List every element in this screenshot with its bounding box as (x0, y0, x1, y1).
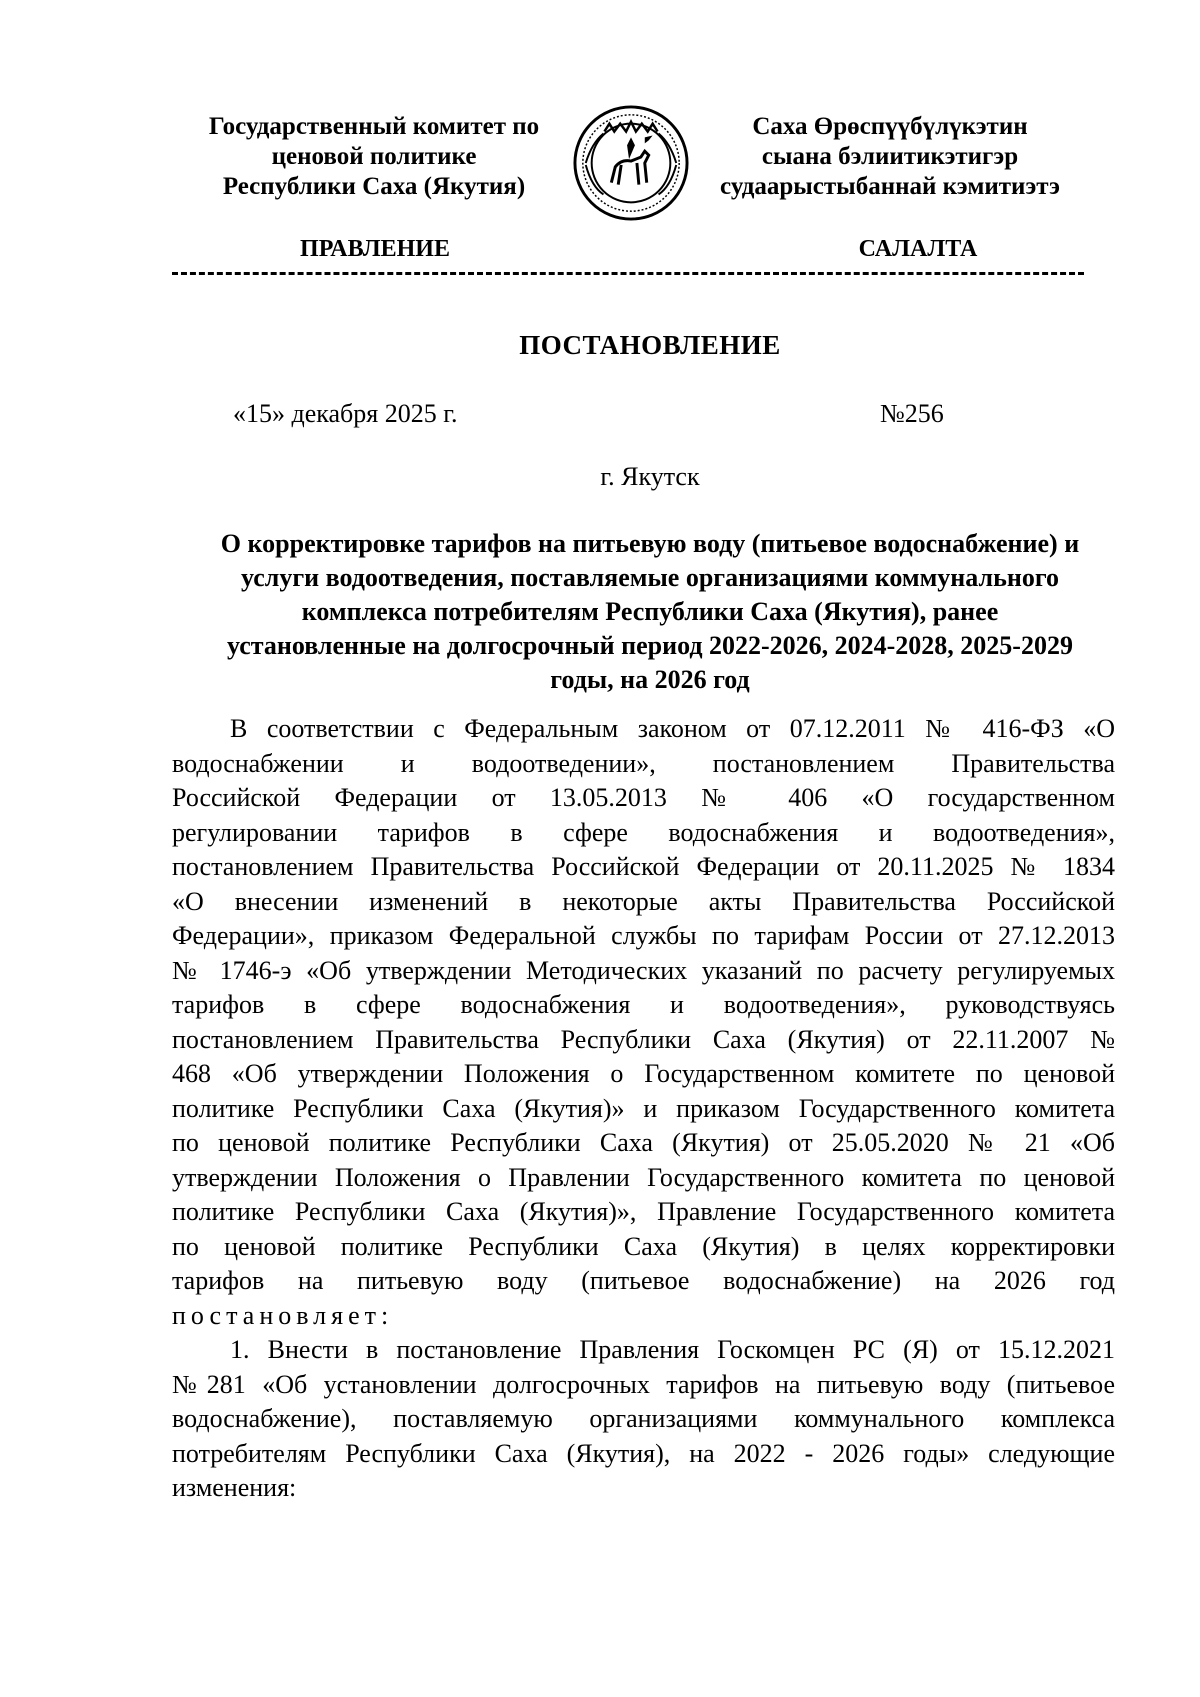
body-line: Российской Федерации от 13.05.2013 № 406 «О государственном (172, 783, 1115, 812)
document-number: №256 (880, 399, 944, 428)
document-title (172, 527, 1128, 697)
org-name-line: судаарыстыбаннай кэмитиэтэ (720, 173, 1060, 200)
item-line: изменения: (172, 1473, 297, 1502)
title-line: годы, на 2026 год (550, 665, 750, 694)
org-name-line: Саха Өрөспүүбүлүкэтин (752, 113, 1028, 140)
body-line: постановлением Правительства Российской Федерации от 20.11.2025 № 1834 (172, 852, 1115, 881)
body-line: водоснабжении и водоотведении», постановлением Правительства (172, 748, 1115, 778)
item-line: потребителям Республики Саха (Якутия), на 2022 - 2026 годы» следующие (172, 1438, 1115, 1468)
header-divider (172, 272, 1084, 275)
body-line: утверждении Положения о Правлении Государственного комитета по ценовой (172, 1162, 1115, 1192)
body-line: 468 «Об утверждении Положения о Государственном комитете по ценовой (172, 1059, 1115, 1088)
coat-of-arms-emblem-icon (572, 104, 690, 222)
title-line: комплекса потребителям Республики Саха (Якутия), ранее (301, 597, 999, 626)
board-label-russian: ПРАВЛЕНИЕ (300, 236, 450, 262)
body-line: регулировании тарифов в сфере водоснабжения и водоотведения», (172, 817, 1115, 847)
document-body (172, 712, 1115, 1506)
decree-word: постановляет: (172, 1300, 394, 1330)
body-line: политике Республики Саха (Якутия)» и приказом Государственного комитета (172, 1093, 1115, 1123)
document-type-heading: ПОСТАНОВЛЕНИЕ (519, 330, 781, 360)
title-line: услуги водоотведения, поставляемые организациями коммунального (241, 563, 1059, 592)
org-name-line: сыана бэлиитикэтигэр (761, 143, 1019, 170)
item-line: №281 «Об установлении долгосрочных тарифов на питьевую воду (питьевое (172, 1369, 1115, 1399)
org-name-line: Государственный комитет по (208, 113, 540, 140)
body-line: «О внесении изменений в некоторые акты Правительства Российской (172, 886, 1115, 916)
org-name-yakut (700, 112, 1080, 202)
document-city: г. Якутск (600, 462, 700, 491)
org-name-line: ценовой политике (271, 143, 477, 170)
body-line: политике Республики Саха (Якутия)», Правление Государственного комитета (172, 1197, 1115, 1226)
item-line: 1. Внести в постановление Правления Госкомцен РС (Я) от 15.12.2021 (230, 1335, 1115, 1364)
body-line: постановлением Правительства Республики Саха (Якутия) от 22.11.2007 № (172, 1024, 1115, 1054)
body-line: тарифов в сфере водоснабжения и водоотведения», руководствуясь (172, 990, 1115, 1019)
body-line: по ценовой политике Республики Саха (Якутия) от 25.05.2020 № 21 «Об (172, 1128, 1115, 1157)
title-line: установленные на долгосрочный период 2022-2026, 2024-2028, 2025-2029 (227, 631, 1073, 660)
board-label-yakut: САЛАЛТА (858, 236, 978, 262)
org-name-line: Республики Саха (Якутия) (222, 173, 526, 200)
body-line: № 1746-э «Об утверждении Методических указаний по расчету регулируемых (172, 955, 1115, 985)
body-line: В соответствии с Федеральным законом от 07.12.2011 № 416-ФЗ «О (230, 714, 1115, 743)
body-line: Федерации», приказом Федеральной службы по тарифам России от 27.12.2013 (172, 921, 1115, 950)
body-line: тарифов на питьевую воду (питьевое водоснабжение) на 2026 год (172, 1266, 1115, 1295)
document-date: «15» декабря 2025 г. (233, 399, 458, 428)
org-name-russian (178, 112, 570, 202)
item-line: водоснабжение), поставляемую организациями коммунального комплекса (172, 1404, 1115, 1433)
title-line: О корректировке тарифов на питьевую воду (питьевое водоснабжение) и (220, 529, 1080, 558)
body-line: по ценовой политике Республики Саха (Якутия) в целях корректировки (172, 1231, 1115, 1261)
